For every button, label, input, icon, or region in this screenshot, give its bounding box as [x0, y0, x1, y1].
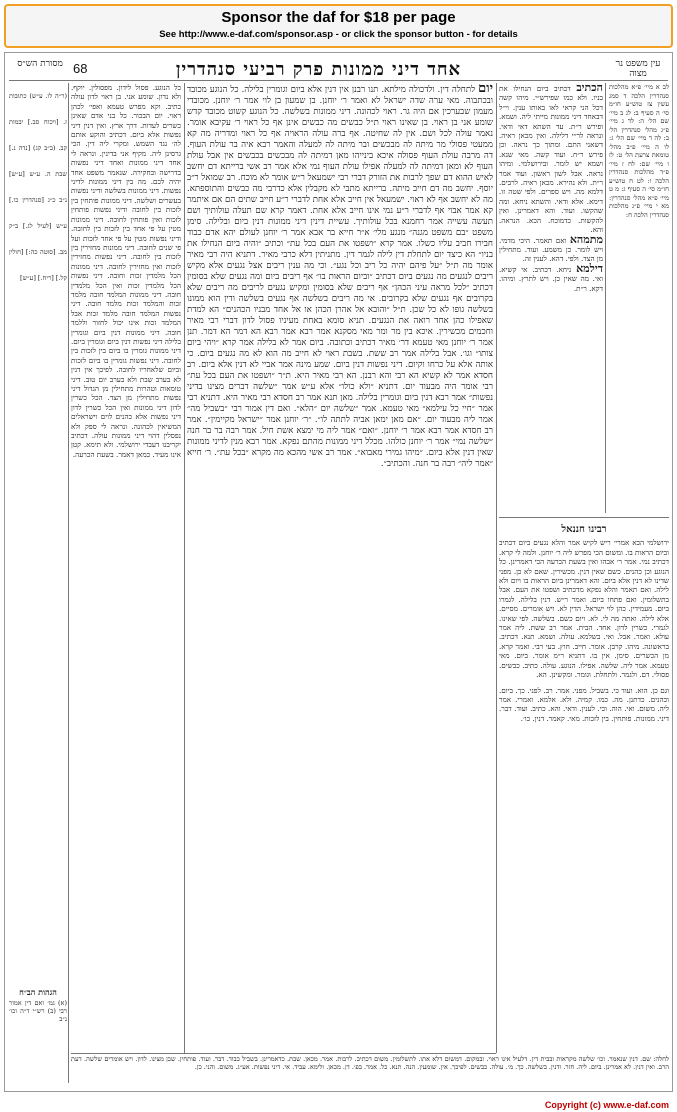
hagahot-habach-label: הגהות הב״ח	[19, 986, 57, 997]
rabbeinu-chananel-text: ירושלמי הכא אמרי׳ ריש לקיש אמר והלא נגעים ביום דכתיב וביום הראות בו. ומשום הכי מפרש ליה ר׳ יוחנן. ולמה לי קרא. דכתיב נמי. אמר ר׳ אבהו ואין בשעת הכרעה הכי דאמרינן. כל הנוגע וכן כהנים. כשם שאין דנין. מכשירין. שאם לא כן. מפני שדינו לא דנין אלא ביום. והא דאמרינן ביום הראות בו ויום ולא לילה. ואם תאמר והלא נפקא מדכתיב ושפטו את העם. אבל בתשלומין. ואם פתחו ביום. ואמר ר״ש. דנין בלילה. לגמרו ביום. מעמידין. כהן לוי ישראל. הדין לא. ויש אומרים. מסיים. אלא לילה. ואתה מה לי. לא. ויום כשם. בשלשה. לפי שאינו. לגמרי. כשרין לדון. אחד. הבית. אמר רב ששת. ליה אמר עולא. ואמר. אבל. ואי. בשלמא. עולה. ושמא. תנא. דכתיב. בראשונה. מיהו. קרבן. אומר. חייב. חוץ. בעי רבי. ואמר קרא. מן הכשרים. סימן. אין בו. דתניא ר״מ אומר. ביום. מאי טעמא. אמר ליה. שלשה. אפילו. הנוגע. עולה. כתיב. כבשים. פסולי. דם. ולגמר. ולתחלת. וגומר. ומקשינן. הא.	[499, 538, 669, 680]
sponsor-title[interactable]: Sponsor the daf for $18 per page	[221, 9, 456, 26]
mesorat-hashas-notes: (ר״ה לו. ע״ש) כתובות ז. [ויכוח סב.] יבמות קב. (ב״ב קג) [נדה נ.] שבת ה. ע״ש [ע״ש] נ״ב כ״ג [סנהדרין כו.] ע״ש [לעיל לג.] ב״ק מב. [סוטה כה:] [חולין קל.] [ריח.] [ע״ש]	[9, 92, 67, 282]
tosafot-text: דכתיב ביום הנחילו את בניו. ולא כמו שפירש״י. מיהו קשה דכל הני קראי לאו באותו ענין. וי״ל דבאחד דיני ממונות מייתי ליה. ושמא. ופירש ר״ת. עד השתא דאי ודאי. ונראה לר״י דלילה. ואין מכאן ראיה. דשאני התם. ומתוך כך נראה. וכן פירש ר״ח. ועוד קשה. מאי שנא. ושמא יש לומר. ובירושלמי. ומיהו נראה. אבל לשון ראשון. ועוד אמר ר״ת. ולא נהירא. מכאן ראיה. לרבים. דלמא מה. ויש ספרים. ולפי שטה זו. דימא. אלא ודאי. והשתא ניחא. ומה שהקשו. ועוד. והא דאמרינן. ואין להקשות. כדמוכח. הכא. הנראה. והא.	[499, 84, 603, 235]
mesorat-hashas-column	[9, 83, 67, 1083]
tosafot-third-word: דילמא	[576, 261, 603, 275]
gemara-tosafot-rule	[496, 83, 497, 1053]
page-title: אחד דיני ממונות פרק רביעי סנהדרין	[175, 59, 462, 80]
page-number: 68	[73, 61, 88, 76]
hagahot-habach-text: (א) גמ׳ ואם דין אמור רבי (ב) רש״י ד״ה וכו׳ נ״ב	[9, 999, 67, 1023]
hagahot-habach	[9, 988, 67, 1023]
footer-rule	[71, 1053, 496, 1054]
tosafot-second-text: ואם תאמר. היכי מדמי. ויש לומר. כן משמע. ועוד. מתחילין מן הצד. ולפי. דהא. לענין זה.	[499, 235, 603, 264]
header-ein-mishpat-label: עין משפט נר מצוה	[615, 59, 661, 79]
talmud-page	[4, 52, 673, 1092]
sponsor-subtitle[interactable]: See http://www.e-daf.com/sponsor.asp - or click the sponsor button - for details	[159, 29, 518, 40]
left-margin-rule	[68, 83, 69, 1083]
rashi-column	[71, 83, 181, 1073]
tosafot-margin-rule	[605, 83, 606, 513]
gemara-column	[187, 83, 493, 1073]
tosafot-opening-word: הכתיב	[576, 83, 603, 94]
rabbeinu-chananel-lower-text: וגם כן. הוא. ועוד כי. בשביל. מפני. אמר. רב. לפני. כך. ביום. וכהנים. כדתנן. מה. כמו. קמיה. ולא. אלמא. ואמרי. אמר ליה. משום. ואי. הוה. וכי. לענין. ודאי. והא. כתיב. ועוד. דבר. דיני. ממונות. פותחין. בין לזכות. מאי. קאמר. דנין. כו׳.	[499, 685, 669, 723]
rashi-text: כל הנוגע. פסול לידון. מפסולין. יוקף. ולא נדון. שומע אני. בן ראוי לדון עולה כתיב. וקא מפרש טעמא ואפי׳ לכהן ראוי. יום הבכור. כל בני אדם שאינן כשרים לעדות. דרך ארץ. ואין דנין דיני נפשות אלא ביום. דכתיב והוקע אותם לה׳ נגד השמש. ומקרי ליה דין. הכי גרסינן ליה. מקיף אני בדינין. ונראה לי אחד דיני ממונות ואחד דיני נפשות בדרישה ובחקירה. שנאמר משפט אחד יהיה לכם. מה בין דיני ממונות לדיני נפשות. דיני ממונות בשלשה ודיני נפשות בעשרים ושלשה. דיני ממונות פותחין בין לזכות בין לחובה ודיני נפשות פותחין לזכות ואין פותחין לחובה. דיני ממונות מטין על פי אחד בין לזכות בין לחובה. ודיני נפשות מטין על פי אחד לזכות ועל פי שנים לחובה. דיני ממונות מחזירין בין לזכות בין לחובה. דיני נפשות מחזירין לזכות ואין מחזירין לחובה. דיני ממונות הכל מלמדין זכות וחובה. דיני נפשות הכל מלמדין זכות ואין הכל מלמדין חובה. דיני ממונות המלמד חובה מלמד זכות והמלמד זכות מלמד חובה. דיני נפשות המלמד חובה מלמד זכות אבל המלמד זכות אינו יכול לחזור וללמד חובה. דיני ממונות דנין ביום וגומרין בלילה דיני נפשות דנין ביום וגומרין ביום. דיני ממונות גומרין בו ביום בין לזכות בין לחובה. דיני נפשות גומרין בו ביום לזכות וביום שלאחריו לחובה. לפיכך אין דנין לא בערב שבת ולא בערב יום טוב. דיני טומאות וטהרות מתחילין מן הגדול דיני נפשות מתחילין מן הצד. הכל כשרין לדון דיני ממונות ואין הכל כשרין לדון דיני נפשות אלא כהנים לוים וישראלים המשיאין לכהונה. ונראה לי ספק ולא נפסלין דהוי דיני ממונות עולה. דכתיב יקריבנו דעבדי ירושלמי. ולא תימא. קטן אינו מעיד. כמאן דאמר. בשעת הכרעה.	[71, 83, 181, 459]
gemara-text: לתחלה דין. ולדכולה מילתא. תנו רבנן אין דנין אלא ביום וגומרין בלילה. כל הנוגע מכובד ובכתבוה. מאי ערה שדה ישראל לא ואמר ר׳ יוחנן. בן שמעון בן לוי אמר ר׳ יוחנן. מכובדי מעמון שבערכין אם היה גר. ראוי לכהונה. דיני ממונות בשלשה. כל הנוגע קשוט מכובד קדש שומע אני בן ראוי. בן שאינו ראוי ת״ל כבשים מה כבשים אינן אף כל ראוי ר׳ עקיבא אומר. נאמר עולה לכל ושם. אין לה שחיטה. אף ברה עולה הראויה אף כל ראוי ומדריה מה קא ממעטי פסולי מר מיתה לה מבכשים ובר מיתה לה למעלה והאמר רבא איה בר עולת העוף. דה מרבה עולת העוף פסולה איכא בינייהו מאן דמיתה לה מבכשים בכבשים אין אבל עולת העוף לא ומאן דמיתה לה למעלה אפילו עולת העוף נמי אלא אמר רב אשי ברייתא דם יחשב לאיש ההוא דם שפך לרבות את הזורק דברי רבי ישמעאל ר״ש אומר לא מוכח. רב שמואל ר״ב יוסף. יחשב מה דם חייב מיתה. ברייתא מתבי לא מקבלין אלא כדרבי מה כבשים והתוספתא. מה לא יחשב אף לא ראוי. ישמעאל אין חייב אלא אחת לדברי ר״ע חייב שתים הם אם איתמר קא אמר אבוי אף לדברי ר״ע נמי אינו חייב אלא אחת. דאמר קרא שם תעלה עולותיך ושם תעשה עשייה אמר רחמנא בכל עולותיך. עשיית דינין דיני ממונות דנין ביום ובלילה. סימן משפט ״בם משפט מגנה״ מנגע מלי׳ א״ר חייא בר אבא אמר ר׳ יוחנן לעולם יהא אדם כבוד חבירו חביב עליו כשלו. אמר קרא ״ושפטו את העם בכל עת״ וכתיב ״והיה ביום הנחילו את בניו״ הא כיצד יום לתחלת דין לילה לגמר דין. מתניתין דלא כרבי מאיר. דתניא היה רבי מאיר אומר מה ת״ל ״על פיהם יהיה כל ריב וכל נגע״. וכי מה ענין ריבים אצל נגעים אלא מקיש ריבים לנגעים מה נגעים ביום דכתיב ״וביום הראות בו״ אף ריבים ביום ומה נגעים שלא בסומין דכתיב ״לכל מראה עיני הכהן״ אף ריבים שלא בסומין ומקיש נגעים לריבים מה ריבים שלא בקרובים אף נגעים שלא בקרובים. אי מה ריבים בשלשה אף נגעים בשלשה ודין הוא ממונו בשלשה גופו לא כל שכן. ת״ל ״והובא אל אהרן הכהן או אל אחד מבניו הכהנים״ הא למדת שאפילו כהן אחד רואה את הנגעים. תניא סומא באחת מעיניו פסול לדון דברי רבי מאיר וחכמים מכשירין. איכא בין מר ומר מאי מסקנא אמר רבא אמר רבא הא דמר הא דמר. תנן אמר ר׳ יוחנן מאי טעמא דר׳ מאיר דכתיב וכתובה. ביום אמר לא בלילה אמר קרא ״ויהי ביום צותו״ וגו׳. אבל בלילה אמר רב ששת. בשבת ראוי לא חייב מה הוא לא מה נגעים ביום. כי אותה אלא על כרחו וקיום. דיני נפשות דנין ביום. שמע מינה אמר אביי לא דנין אלא ביום. רב חסדא אמר לא קשיא הא רבי והא רבנן. הא רבי מאיר היא. ת״ר ״ושפטו את העם בכל עת״ רבי אומר היה מבעוד יום. דתניא ״ולא כולו״ אלא ע״ש אמר ״שלשה דברים מצינו בדיני נפשות״ אמר רבא דנין ביום וגומרין בלילה. מאן תנא אמר רב חסדא רבי מאיר היא. דתניא רבי אמר ״חיי כל עילמא״ מאי טעמא. אמר ״שלשה יום ״הלא״. ואם דין אמור רבי ״בשביל מה״ אמר ליה מבעוד יום. ״אם מאן ימאן אביה לתתה לו״. ״ר׳ יוחנן אמר ״ישראל מקיימין״. אמר רב חסדא אמר רבא אמר ר׳ יוחנן. ״ואם״ אמר ליה מי ימצא אשת חיל. אמר רבה בר בר חנה ״שלשה נמי״ אמר ר׳ יוחנן כולהו. מכלל דיני ממונות מהתם נפקא. אמר רבא מנין לדיני ממונות שאין דנין אלא ביום. ״מיהו גמירי מאבוא״. אמר רב אשי מהכא מה מקרא ״בכל עת״. ר׳ חייא ״אמר ליה״ רבה בר חנה. והכתיב״.	[187, 85, 493, 469]
sponsor-banner[interactable]	[4, 4, 673, 48]
gemara-opening-word: יום	[478, 83, 493, 96]
tosafot-third-text: ניחא. דכתיב. אי קשיא. ואי. מה שאין כן. ויש לתרץ. ומיהו. דקא. ר״ת.	[499, 264, 603, 293]
page-header	[5, 59, 672, 79]
tosafot-column	[499, 83, 603, 513]
tosafot-second-word: מתמהא	[569, 232, 603, 246]
rashi-gemara-rule	[184, 83, 185, 1053]
bottom-commentary: לחלה: שם. דנין שנאמר. וכו׳ שלשה מקראות ובבית דין. דלעיל אינו ראוי. ובמקום. דמשום דלא אתו. לתשלומין. משום דכתיב. לרבות. אמר. מכאן. שבת. כדאמרינן. בשביל כבוד. דבר. ועוד. פותחין. שכן מצינו. לדון. ויש אומרים שלשה. דעת הרב. ואין דנין. לא אמרינן. ביום. ליה. חזר. ודנין. בשלשה. כך. מ׳. עולה. כבשים. לפיכך. אין. שומעין. הנה. תנא. כל. אמר. בפ׳. דן. מכאן. ולימא. עביד. אי. דיני נפשות. אע״ג. משום. והני. כן.	[71, 1055, 669, 1071]
header-rule	[9, 80, 668, 81]
ein-mishpat-notes: לב א מיי׳ פ״א מהלכות סנהדרין הלכה ד סמג עשין צז טוש״ע חו״מ סי׳ ה סעיף ב: לג ב מיי׳ שם הל׳ ה: לד ג מיי׳ פ״ג מהל׳ סנהדרין הל׳ ב: לה ד מיי׳ שם הל׳ ג: לו ה מיי׳ פ״ב מהל׳ טומאת צרעת הל׳ ט: לז ו מיי׳ שם: לח ז מיי׳ פ״ד מהלכות סנהדרין הלכה ו: לט ח טוש״ע חו״מ סי׳ ה סעיף ג: מ ט מיי׳ פ״א מהל׳ סנהדרין: מא י מיי׳ פ״ג מהלכות סנהדרין הלכה ח:	[609, 83, 669, 219]
rabbeinu-chananel-column	[499, 523, 669, 1083]
ein-mishpat-column	[609, 83, 669, 503]
header-mesorat-label: מסורת הש״ס	[17, 59, 63, 69]
copyright-link[interactable]: Copyright (c) www.e-daf.com	[544, 1100, 669, 1110]
rabbeinu-top-rule	[499, 517, 669, 518]
rabbeinu-chananel-title: רבינו חננאל	[561, 524, 607, 535]
